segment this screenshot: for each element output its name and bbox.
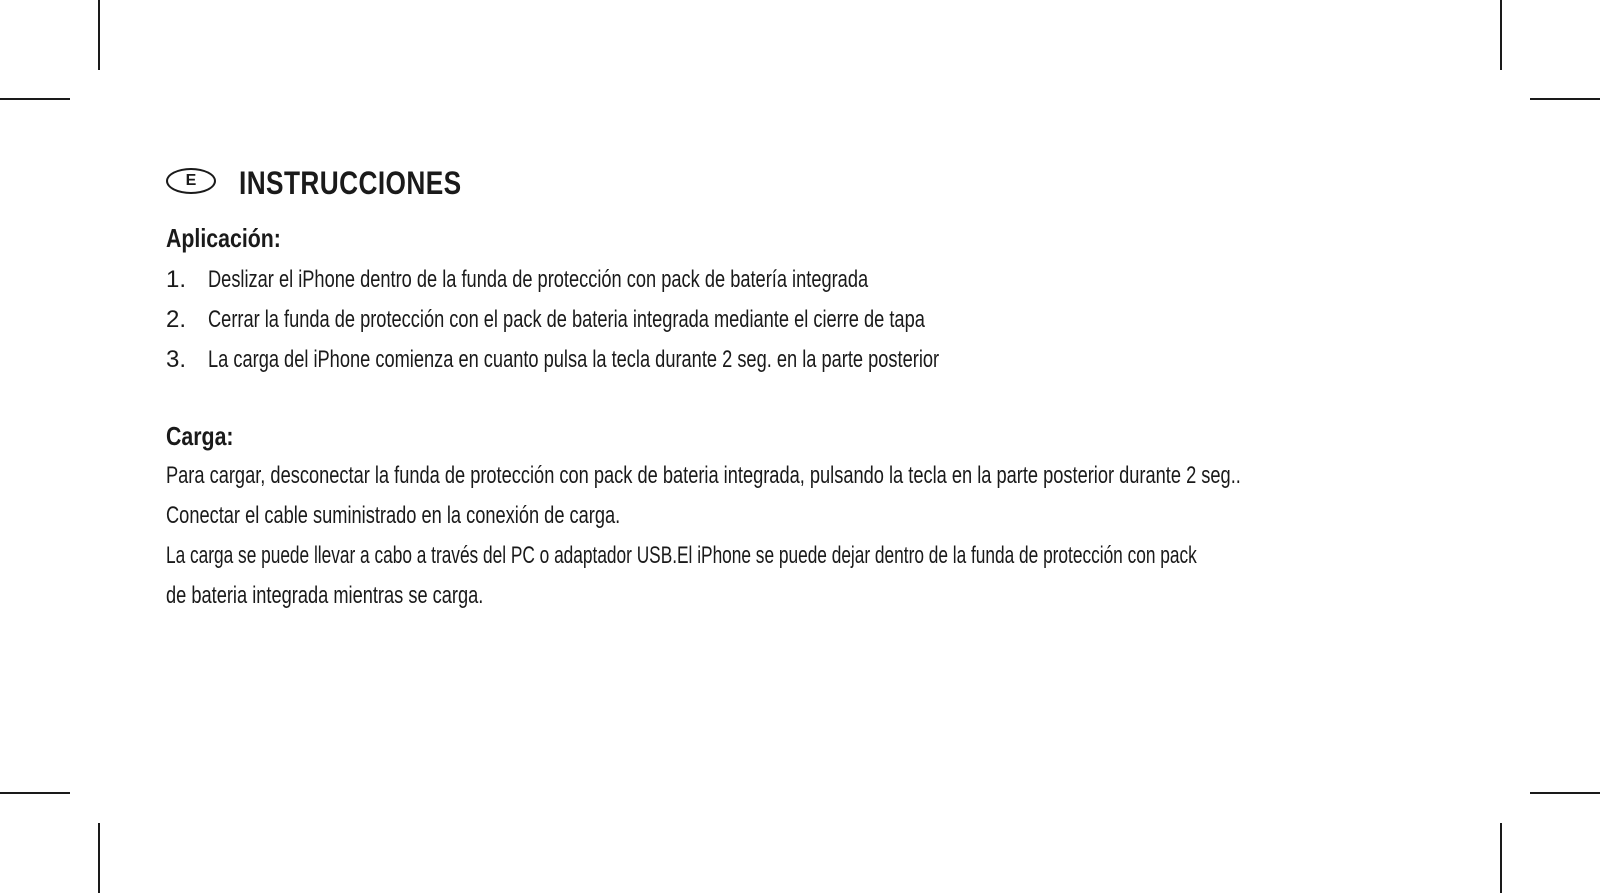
step-number: 2. [166, 306, 187, 333]
carga-line: de bateria integrada mientras se carga. [166, 582, 484, 609]
aplicacion-steps [166, 260, 1466, 380]
carga-heading: Carga: [166, 421, 234, 451]
title-row [166, 158, 1466, 208]
step-item [166, 340, 1466, 380]
crop-mark-top-right-horizontal [1530, 98, 1600, 100]
step-number: 3. [166, 346, 187, 373]
step-text: La carga del iPhone comienza en cuanto pulsa la tecla durante 2 seg. en la parte posterior [208, 346, 940, 373]
crop-mark-bottom-right-horizontal [1530, 792, 1600, 794]
page-title: INSTRUCCIONES [239, 164, 462, 201]
crop-mark-top-left-horizontal [0, 98, 70, 100]
language-badge: E [166, 168, 216, 194]
step-item [166, 300, 1466, 340]
carga-line: La carga se puede llevar a cabo a través del PC o adaptador USB.El iPhone se puede dejar dentro de la funda de protección con pack [166, 542, 1197, 569]
step-text: Deslizar el iPhone dentro de la funda de protección con pack de batería integrada [208, 266, 869, 293]
crop-mark-bottom-left-vertical [98, 823, 100, 893]
step-number: 1. [166, 266, 187, 293]
crop-mark-top-left-vertical [98, 0, 100, 70]
step-text: Cerrar la funda de protección con el pack de bateria integrada mediante el cierre de tapa [208, 306, 925, 333]
instructions-document [166, 158, 1466, 616]
crop-mark-bottom-right-vertical [1500, 823, 1502, 893]
step-item [166, 260, 1466, 300]
carga-line: Conectar el cable suministrado en la conexión de carga. [166, 502, 621, 529]
crop-mark-bottom-left-horizontal [0, 792, 70, 794]
aplicacion-heading: Aplicación: [166, 223, 281, 253]
crop-mark-top-right-vertical [1500, 0, 1502, 70]
carga-line: Para cargar, desconectar la funda de protección con pack de bateria integrada, pulsando la tecla en la parte posterior durante 2 seg.. [166, 462, 1241, 489]
carga-paragraph [166, 456, 1466, 616]
